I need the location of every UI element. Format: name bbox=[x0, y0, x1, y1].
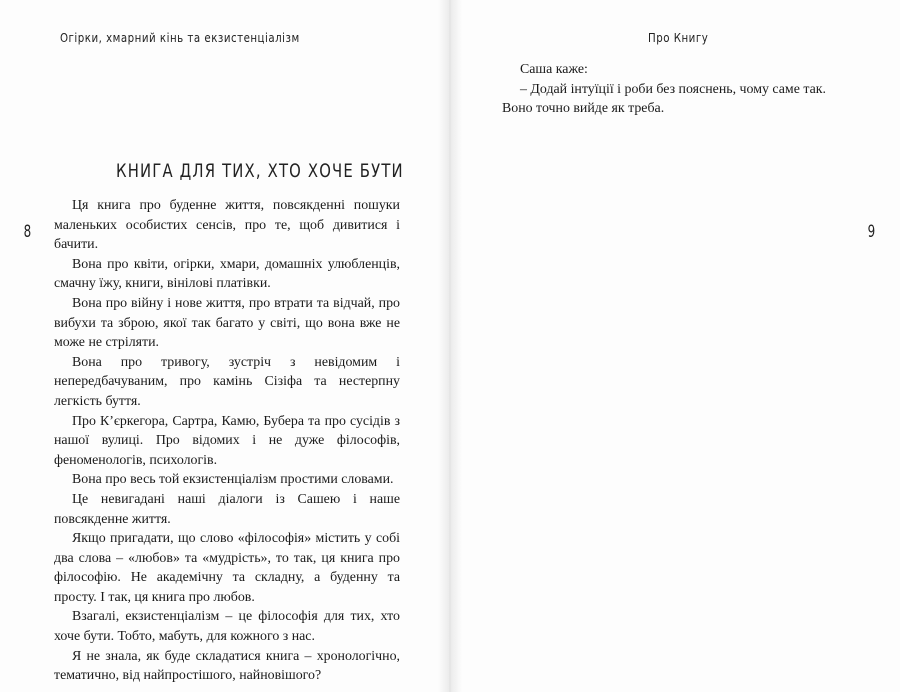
left-page-number: 8 bbox=[23, 222, 32, 242]
paragraph: Якщо пригадати, що слово «філософія» містить у собі два слова – «любов» та «мудрість», то так, ця книга про філософію. Не академічну та складну, а буденну та просту. І так, ця книга про любов. bbox=[54, 531, 400, 605]
right-body-text bbox=[502, 60, 852, 119]
left-running-head: Огірки, хмарний кінь та екзистенціалізм bbox=[60, 30, 300, 45]
paragraph: Про К’єркегора, Сартра, Камю, Бубера та про сусідів з нашої вулиці. Про відомих і не дуже філософів, феноменологів, психологів. bbox=[54, 413, 400, 468]
paragraph: Взагалі, екзистенціалізм – це філософія для тих, хто хоче бути. Тобто, мабуть, для кожного з нас. bbox=[54, 609, 400, 645]
paragraph: Вона про тривогу, зустріч з невідомим і непередбачуваним, про камінь Сізіфа та нестерпну легкість буття. bbox=[54, 354, 400, 409]
paragraph: Вона про весь той екзистенціалізм простими словами. bbox=[72, 472, 394, 488]
paragraph: Ця книга про буденне життя, повсякденні пошуки маленьких особистих сенсів, про те, щоб дивитися і бачити. bbox=[54, 198, 400, 253]
right-page-number: 9 bbox=[867, 222, 876, 242]
paragraph: Вона про квіти, огірки, хмари, домашніх улюбленців, смачну їжу, книги, вінілові платівки. bbox=[54, 256, 400, 292]
paragraph: Саша каже: bbox=[520, 62, 588, 77]
right-running-head: Про Книгу bbox=[648, 30, 709, 45]
paragraph: Вона про війну і нове життя, про втрати та відчай, про вибухи та зброю, якої так багато у світі, що вона вже не може не стріляти. bbox=[54, 295, 400, 351]
paragraph: Я не знала, як буде складатися книга – хронологічно, тематично, від найпростішого, найновішого? bbox=[54, 648, 400, 684]
paragraph: – Додай інтуїції і роби без пояснень, чому саме так. Воно точно вийде як треба. bbox=[502, 81, 826, 117]
left-body-text bbox=[54, 196, 400, 686]
book-gutter bbox=[438, 0, 462, 692]
chapter-title: КНИГА ДЛЯ ТИХ, ХТО ХОЧЕ БУТИ bbox=[116, 160, 404, 182]
paragraph: Це невигадані наші діалоги із Сашею і наше повсякденне життя. bbox=[54, 491, 400, 527]
